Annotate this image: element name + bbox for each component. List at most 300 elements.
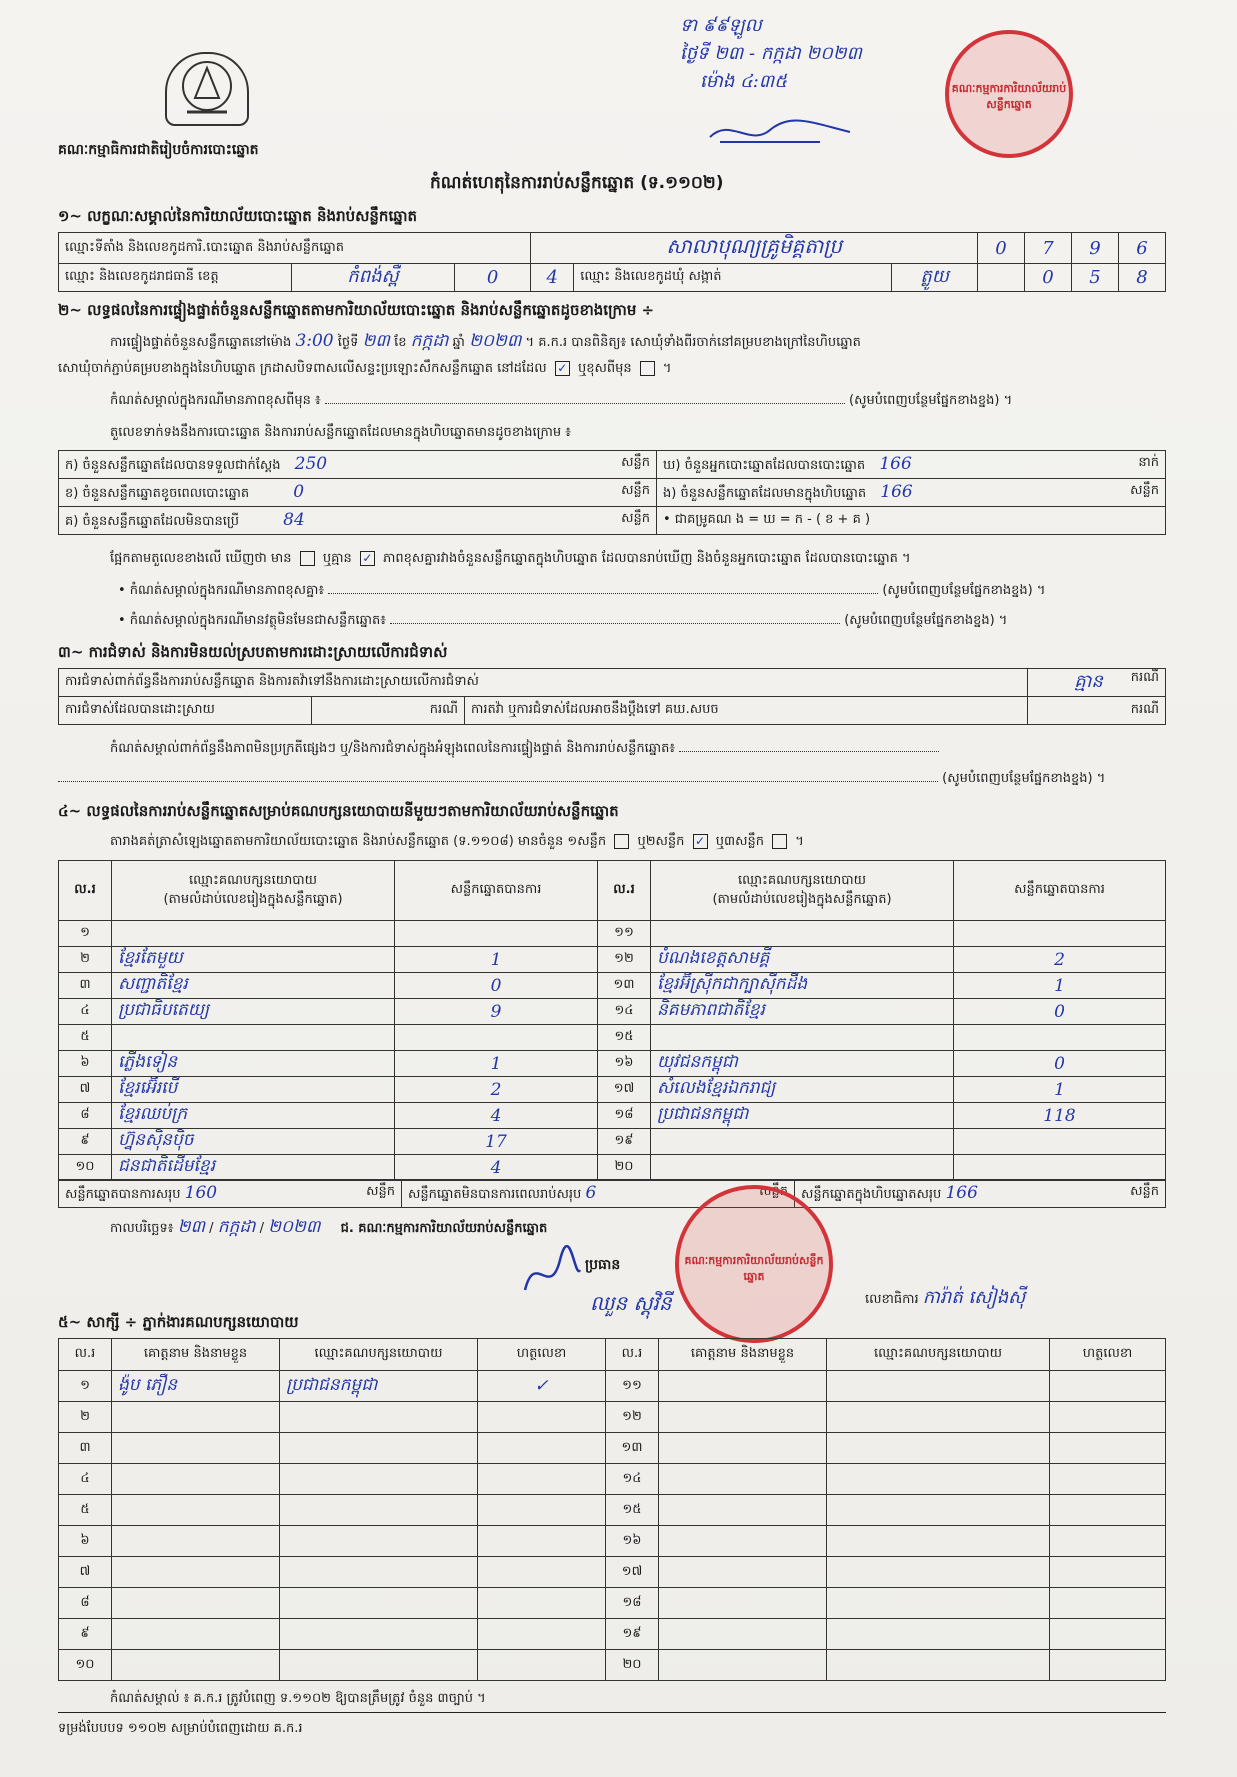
row-number: ៤ — [59, 999, 112, 1025]
witness-signature — [478, 1495, 606, 1526]
s2-item-a — [59, 451, 657, 479]
witness-signature — [478, 1433, 606, 1464]
row-number: ១៧ — [606, 1557, 659, 1588]
party-votes: 1 — [395, 1051, 598, 1077]
s5-h-no-left: ល.រ — [59, 1339, 112, 1371]
secretary-name: ការ៉ាត់ សៀងស៊ី — [922, 1287, 1026, 1308]
chair-label: ប្រធាន — [585, 1257, 621, 1273]
party-votes — [954, 1129, 1166, 1155]
footer-form-id: ទម្រង់បែបបទ ១១០២ សម្រាប់បំពេញដោយ គ.ក.រ — [58, 1721, 303, 1736]
witness-party — [827, 1650, 1050, 1681]
s2-no-diff-checkbox[interactable]: ✓ — [360, 551, 375, 566]
row-number: ១ — [59, 1371, 112, 1402]
row-number: ២០ — [598, 1155, 651, 1181]
s5-h-party-right: ឈ្មោះគណបក្សនយោបាយ — [827, 1339, 1050, 1371]
row-number: ៧ — [59, 1077, 112, 1103]
s4-total-invalid-label: សន្លឹកឆ្នោតមិនបានការពេលរាប់សរុប — [408, 1186, 582, 1202]
s1-row2-label: ឈ្មោះ និងលេខកូដរាជធានី ខេត្ត — [59, 264, 292, 292]
party-votes: 9 — [395, 999, 598, 1025]
witness-name — [112, 1588, 280, 1619]
witness-name — [659, 1526, 827, 1557]
s2-p2end: ។ — [662, 361, 672, 376]
s2-p2: សោឃុំចាក់ភ្ជាប់គម្របខាងក្នុងនៃហិបឆ្នោត ក្រដាសបិទពាសលើសន្ទះប្រឡោះសឹកសន្លឹកឆ្នោត នៅដដែល — [58, 361, 547, 376]
s4-body — [59, 921, 1166, 1181]
row-number: ២ — [59, 947, 112, 973]
witness-name — [112, 1433, 280, 1464]
note-line-3: ម៉ោង ៤:៣៥ — [700, 71, 787, 92]
s2-compare — [110, 550, 911, 569]
s3-row2-unit: ករណី — [312, 697, 465, 725]
s3-note-line2 — [58, 770, 1105, 789]
s4-h-party-left-1: ឈ្មោះគណបក្សនយោបាយ — [189, 872, 317, 888]
party-name: ខ្មែរអ៊ើរបើ — [112, 1077, 395, 1103]
s1-code-3: 6 — [1119, 233, 1166, 264]
witness-row — [59, 1619, 1166, 1650]
s2-item-a-label: ក) ចំនួនសន្លឹកឆ្នោតដែលបានទទួលជាក់ស្តែង — [65, 457, 281, 473]
witness-row — [59, 1526, 1166, 1557]
section2-para1 — [110, 330, 861, 355]
s1-commune-code-2: 8 — [1119, 264, 1166, 292]
row-number: ១៤ — [598, 999, 651, 1025]
s4-total-invalid-value: 6 — [585, 1182, 597, 1203]
section5-witness-table — [58, 1338, 1166, 1681]
s1-commune-label: ឈ្មោះ និងលេខកូដឃុំ សង្កាត់ — [574, 264, 892, 292]
party-votes: 1 — [395, 947, 598, 973]
party-name: ខ្មែរឈប់ក្រ — [112, 1103, 395, 1129]
row-number: ១៩ — [598, 1129, 651, 1155]
witness-row — [59, 1371, 1166, 1402]
s4-total-valid-value: 160 — [184, 1182, 218, 1203]
witness-signature — [478, 1650, 606, 1681]
witness-party — [827, 1371, 1050, 1402]
party-result-row — [59, 1155, 1166, 1181]
witness-name — [659, 1371, 827, 1402]
s2-bullet1-dots — [328, 593, 878, 594]
witness-signature — [478, 1588, 606, 1619]
s4-total-invalid-unit: សន្លឹក — [759, 1183, 788, 1199]
party-result-row — [59, 1103, 1166, 1129]
s1-code-2: 9 — [1072, 233, 1119, 264]
witness-signature — [1050, 1371, 1166, 1402]
s2-item-b-unit: សន្លឹក — [621, 482, 650, 498]
s4-h-party-right — [651, 861, 954, 921]
form-title: កំណត់ហេតុនៃការរាប់សន្លឹកឆ្នោត (ទ.១១០២) — [430, 173, 724, 193]
witness-name — [659, 1588, 827, 1619]
witness-name — [659, 1402, 827, 1433]
party-name: សញ្ជាតិខ្មែរ — [112, 973, 395, 999]
s2-note-dots — [325, 403, 845, 404]
s2-note-hint: (សូមបំពេញបន្ថែមផ្នែកខាងខ្នង) ។ — [849, 393, 1013, 408]
row-number: ១៩ — [606, 1619, 659, 1650]
s3-note-dots2 — [58, 781, 938, 782]
nec-logo-icon — [165, 52, 249, 126]
party-result-row — [59, 999, 1166, 1025]
party-name: ខ្មែរអ៊ីស្រ៊ីកជាក្បាស៊ីកដឹង — [651, 973, 954, 999]
s2-note-line — [110, 392, 1170, 411]
row-number: ៩ — [59, 1129, 112, 1155]
section5-title: ៥~ សាក្សី ÷ ភ្នាក់ងារគណបក្សនយោបាយ — [58, 1313, 299, 1331]
row-number: ១៧ — [598, 1077, 651, 1103]
row-number: ១៨ — [598, 1103, 651, 1129]
s2-note-label: កំណត់សម្គាល់ក្នុងករណីមានភាពខុសពីមុន ៖ — [110, 393, 321, 408]
s2-intro: តួលេខទាក់ទងនឹងការបោះឆ្នោត និងការរាប់សន្លឹកឆ្នោតដែលមានក្នុងហិបឆ្នោតមានដូចខាងក្រោម ៖ — [110, 425, 571, 440]
s2-item-d-value: 166 — [879, 453, 912, 474]
witness-party — [827, 1619, 1050, 1650]
s2-bullet2 — [118, 612, 1007, 631]
witness-row — [59, 1464, 1166, 1495]
section2-para2 — [58, 360, 671, 379]
s3-note-hint: (សូមបំពេញបន្ថែមផ្នែកខាងខ្នង) ។ — [942, 771, 1106, 786]
section3-title: ៣~ ការជំទាស់ និងការមិនយល់ស្របតាមការដោះស្រាយលើការជំទាស់ — [58, 643, 448, 661]
witness-row — [59, 1495, 1166, 1526]
party-votes: 0 — [954, 1051, 1166, 1077]
stamp-text-top: គណៈកម្មការការិយាល័យរាប់សន្លឹកឆ្នោត — [951, 82, 1067, 111]
party-result-row — [59, 1051, 1166, 1077]
row-number: ១៣ — [598, 973, 651, 999]
witness-signature — [1050, 1402, 1166, 1433]
party-votes: 4 — [395, 1103, 598, 1129]
witness-name — [659, 1650, 827, 1681]
row-number: ១០ — [59, 1650, 112, 1681]
party-votes: 2 — [395, 1077, 598, 1103]
witness-name — [659, 1619, 827, 1650]
party-result-row — [59, 947, 1166, 973]
row-number: ៦ — [59, 1526, 112, 1557]
party-votes: 4 — [395, 1155, 598, 1181]
s4-h-party-left — [112, 861, 395, 921]
section3-table — [58, 668, 1166, 725]
s2-day: ២៣ — [362, 331, 390, 351]
s2-p1b: ថ្ងៃទី — [337, 335, 359, 350]
party-name: ជនជាតិដើមខ្មែរ — [112, 1155, 395, 1181]
s4-intro-b: ឬ២សន្លឹក — [637, 834, 685, 849]
witness-name — [112, 1557, 280, 1588]
row-number: ៥ — [59, 1025, 112, 1051]
s4-three-sheet-checkbox[interactable] — [772, 834, 787, 849]
s4-h-no-left: ល.រ — [59, 861, 112, 921]
s4-one-sheet-checkbox[interactable] — [614, 834, 629, 849]
row-number: ៦ — [59, 1051, 112, 1077]
chair-name: ឈួន ស្តុវិនី — [590, 1291, 672, 1315]
s4-total-valid — [59, 1180, 402, 1208]
s2-item-d-unit: នាក់ — [1138, 454, 1159, 470]
s4-date-label: កាលបរិច្ឆេទ៖ — [110, 1221, 174, 1236]
s4-date-day: ២៣ — [177, 1217, 206, 1237]
s5-h-name-right: គោត្តនាម និងនាមខ្លួន — [659, 1339, 827, 1371]
s2-compare-b: ឬគ្មាន — [322, 551, 352, 566]
witness-signature — [1050, 1650, 1166, 1681]
s2-has-diff-checkbox[interactable] — [300, 551, 315, 566]
s4-date-month: កក្កដា — [217, 1217, 256, 1237]
chair-signature — [515, 1240, 585, 1314]
witness-signature — [1050, 1557, 1166, 1588]
row-number: ១៦ — [598, 1051, 651, 1077]
s2-month: កក្កដា — [410, 331, 449, 351]
s4-total-box — [795, 1180, 1166, 1208]
s4-total-box-value: 166 — [945, 1182, 978, 1203]
row-number: ១៦ — [606, 1526, 659, 1557]
party-name: ខ្មែរតែមួយ — [112, 947, 395, 973]
witness-signature — [478, 1557, 606, 1588]
footer-divider — [58, 1712, 1166, 1713]
witness-party — [827, 1526, 1050, 1557]
s2-p2b: ឬខុសពីមុន — [577, 361, 632, 376]
witness-party — [280, 1557, 478, 1588]
s2-item-e-label: ង) ចំនួនសន្លឹកឆ្នោតដែលមានក្នុងហិបឆ្នោត — [663, 485, 867, 501]
s4-intro — [110, 833, 804, 852]
s4-date-line: កាលបរិច្ឆេទ៖ ២៣ / កក្កដា / ២០២៣ ជ. គណៈកម្មការការិយាល័យរាប់សន្លឹកឆ្នោត — [110, 1217, 548, 1237]
s2-item-c — [59, 507, 657, 535]
witness-party — [827, 1402, 1050, 1433]
s4-total-valid-unit: សន្លឹក — [366, 1183, 395, 1199]
s2-bullet1-hint: (សូមបំពេញបន្ថែមផ្នែកខាងខ្នង) ។ — [882, 583, 1046, 598]
s3-row2-mid: ការតវ៉ា ឬការជំទាស់ដែលអាចនឹងប្តឹងទៅ គឃ.សបច — [465, 697, 1028, 725]
s1-province-code-1: 4 — [531, 264, 574, 292]
party-votes: 2 — [954, 947, 1166, 973]
party-votes — [954, 1155, 1166, 1181]
party-result-row — [59, 1129, 1166, 1155]
s3-row1-value: គ្មាន — [1074, 671, 1103, 692]
section4-results-table — [58, 860, 1166, 1181]
witness-party — [827, 1495, 1050, 1526]
s4-date-year: ២០២៣ — [268, 1217, 321, 1237]
section2-title: ២~ លទ្ធផលនៃការផ្ទៀងផ្ទាត់ចំនួនសន្លឹកឆ្នោតតាមការិយាល័យបោះឆ្នោត និងរាប់សន្លឹកឆ្នោតដូចខាងក្រោម ÷ — [58, 301, 655, 319]
party-votes: 1 — [954, 973, 1166, 999]
s2-item-e-value: 166 — [880, 481, 913, 502]
note-line-1: ទា ៩៩ឡូល — [680, 15, 762, 36]
s5-h-sign-right: ហត្ថលេខា — [1050, 1339, 1166, 1371]
party-name: ប្រជាជនកម្ពុជា — [651, 1103, 954, 1129]
s4-two-sheet-checkbox[interactable]: ✓ — [693, 834, 708, 849]
witness-row — [59, 1650, 1166, 1681]
row-number: ៨ — [59, 1588, 112, 1619]
s1-code-1: 7 — [1025, 233, 1072, 264]
s2-bullet1 — [118, 582, 1045, 601]
party-name — [112, 1025, 395, 1051]
s4-total-box-label: សន្លឹកឆ្នោតក្នុងហិបឆ្នោតសរុប — [801, 1186, 942, 1202]
witness-signature — [478, 1619, 606, 1650]
row-number: ២ — [59, 1402, 112, 1433]
row-number: ១៤ — [606, 1464, 659, 1495]
party-votes — [954, 1025, 1166, 1051]
stamp-text-bottom: គណៈកម្មការការិយាល័យរាប់សន្លឹកឆ្នោត — [684, 1254, 824, 1283]
s2-bullet1-label: • កំណត់សម្គាល់ក្នុងករណីមានភាពខុសគ្នា៖ — [118, 583, 325, 598]
row-number: ១២ — [598, 947, 651, 973]
s4-intro-end: ។ — [795, 834, 804, 849]
s1-code-0: 0 — [978, 233, 1025, 264]
witness-party — [280, 1433, 478, 1464]
row-number: ៥ — [59, 1495, 112, 1526]
s1-row1-label: ឈ្មោះទីតាំង និងលេខកូដការិ.បោះឆ្នោត និងរាប់សន្លឹកឆ្នោត — [59, 233, 531, 264]
party-votes: 118 — [954, 1103, 1166, 1129]
s2-different-checkbox[interactable] — [640, 361, 655, 376]
s5-h-name-left: គោត្តនាម និងនាមខ្លួន — [112, 1339, 280, 1371]
witness-party — [280, 1650, 478, 1681]
row-number: ១៥ — [598, 1025, 651, 1051]
witness-row — [59, 1402, 1166, 1433]
party-votes — [954, 921, 1166, 947]
s3-note — [110, 740, 939, 759]
secretary-line — [865, 1285, 1025, 1312]
section1-table — [58, 232, 1166, 292]
witness-signature — [1050, 1526, 1166, 1557]
official-stamp-bottom — [675, 1185, 833, 1343]
witness-signature — [478, 1526, 606, 1557]
witness-name: ង៉ូប ភឿន — [112, 1371, 280, 1402]
witness-name — [112, 1650, 280, 1681]
s2-p1a: ការផ្ទៀងផ្ទាត់ចំនួនសន្លឹកឆ្នោតនៅម៉ោង — [110, 335, 292, 350]
s2-bullet2-hint: (សូមបំពេញបន្ថែមផ្នែកខាងខ្នង) ។ — [844, 613, 1008, 628]
s1-commune: ត្លូយ — [892, 264, 978, 292]
s3-row2-label: ការជំទាស់ដែលបានដោះស្រាយ — [59, 697, 312, 725]
s1-commune-code-0: 0 — [1025, 264, 1072, 292]
s2-bullet2-dots — [390, 623, 840, 624]
section1-title: ១~ លក្ខណៈសម្គាល់នៃការិយាល័យបោះឆ្នោត និងរាប់សន្លឹកឆ្នោត — [58, 207, 418, 225]
witness-signature — [1050, 1588, 1166, 1619]
row-number: ១ — [59, 921, 112, 947]
row-number: ៨ — [59, 1103, 112, 1129]
row-number: ៩ — [59, 1619, 112, 1650]
s4-committee-sign: ជ. គណៈកម្មការការិយាល័យរាប់សន្លឹកឆ្នោត — [340, 1221, 548, 1236]
row-number: ១០ — [59, 1155, 112, 1181]
committee-name: គណៈកម្មាធិការជាតិរៀបចំការបោះឆ្នោត — [58, 142, 259, 158]
party-result-row — [59, 1025, 1166, 1051]
party-name: ហ្វ៊ុនស៊ិនប៉ិច — [112, 1129, 395, 1155]
witness-name — [659, 1433, 827, 1464]
witness-party — [280, 1619, 478, 1650]
s2-time: 3:00 — [295, 331, 334, 351]
witness-party — [827, 1557, 1050, 1588]
row-number: ២០ — [606, 1650, 659, 1681]
witness-name — [112, 1495, 280, 1526]
row-number: ៣ — [59, 973, 112, 999]
s2-year: ២០២៣ — [469, 331, 522, 351]
witness-party — [280, 1588, 478, 1619]
witness-signature — [1050, 1495, 1166, 1526]
row-number: ៣ — [59, 1433, 112, 1464]
s2-item-c-label: គ) ចំនួនសន្លឹកឆ្នោតដែលមិនបានប្រើ — [65, 513, 239, 529]
party-name — [651, 921, 954, 947]
section4-title: ៤~ លទ្ធផលនៃការរាប់សន្លឹកឆ្នោតសម្រាប់គណបក្សនយោបាយនីមួយៗតាមការិយាល័យរាប់សន្លឹកឆ្នោត — [58, 802, 619, 820]
s4-h-votes-right: សន្លឹកឆ្នោតបានការ — [954, 861, 1166, 921]
s2-item-e-unit: សន្លឹក — [1130, 482, 1159, 498]
section2-counts-table — [58, 450, 1166, 535]
witness-party — [827, 1588, 1050, 1619]
handwritten-note — [680, 12, 862, 96]
witness-row — [59, 1557, 1166, 1588]
witness-signature — [478, 1464, 606, 1495]
witness-signature — [1050, 1433, 1166, 1464]
s2-p1c: ខែ — [394, 335, 407, 350]
s3-row1-unit: ករណី — [1130, 670, 1159, 685]
witness-party — [280, 1402, 478, 1433]
witness-name — [659, 1557, 827, 1588]
s2-compare-c: ភាពខុសគ្នារវាងចំនួនសន្លឹកឆ្នោតក្នុងហិបឆ្នោត ដែលបានរាប់ឃើញ និងចំនួនអ្នកបោះឆ្នោត ដែលបានបោះឆ្នោត ។ — [383, 551, 911, 566]
s5-h-party-left: ឈ្មោះគណបក្សនយោបាយ — [280, 1339, 478, 1371]
party-name: បំណងខេត្តសាមគ្គី — [651, 947, 954, 973]
party-votes — [395, 1025, 598, 1051]
party-name: ប្រជាធិបតេយ្យ — [112, 999, 395, 1025]
s4-total-box-unit: សន្លឹក — [1130, 1183, 1159, 1199]
row-number: ១២ — [606, 1402, 659, 1433]
secretary-label: លេខាធិការ — [865, 1292, 919, 1307]
party-votes: 0 — [395, 973, 598, 999]
witness-row — [59, 1588, 1166, 1619]
witness-name — [112, 1526, 280, 1557]
witness-name — [659, 1495, 827, 1526]
party-votes: 1 — [954, 1077, 1166, 1103]
s5-h-sign-left: ហត្ថលេខា — [478, 1339, 606, 1371]
s2-item-a-unit: សន្លឹក — [621, 454, 650, 470]
s1-commune-code-1: 5 — [1072, 264, 1119, 292]
witness-name — [112, 1402, 280, 1433]
witness-signature — [1050, 1464, 1166, 1495]
party-name — [651, 1129, 954, 1155]
party-result-row — [59, 921, 1166, 947]
party-result-row — [59, 1077, 1166, 1103]
s2-p1d: ឆ្នាំ — [452, 335, 465, 350]
s1-commune-code-blank — [978, 264, 1025, 292]
row-number: ៤ — [59, 1464, 112, 1495]
party-name: សំលេងខ្មែរឯករាជ្យ — [651, 1077, 954, 1103]
witness-signature — [478, 1402, 606, 1433]
s4-intro-a: តារាងគត់ត្រាសំឡេងឆ្នោតតាមការិយាល័យបោះឆ្នោត និងរាប់សន្លឹកឆ្នោត (ទ.១១០៨) មានចំនួន ១សន្លឹក — [110, 834, 607, 849]
party-votes: 17 — [395, 1129, 598, 1155]
witness-signature: ✓ — [478, 1371, 606, 1402]
row-number: ១៣ — [606, 1433, 659, 1464]
row-number: ១៨ — [606, 1588, 659, 1619]
s3-note-dots — [679, 751, 939, 752]
party-name — [651, 1155, 954, 1181]
s2-item-b-value: 0 — [293, 481, 305, 502]
witness-signature — [1050, 1619, 1166, 1650]
s2-item-b — [59, 479, 657, 507]
s4-intro-c: ឬ៣សន្លឹក — [715, 834, 764, 849]
party-votes — [395, 921, 598, 947]
s2-compare-a: ផ្អែកតាមតួលេខខាងលើ ឃើញថា មាន — [110, 551, 292, 566]
s1-province: កំពង់ស្ពឺ — [292, 264, 455, 292]
witness-party — [827, 1464, 1050, 1495]
s4-h-party-right-1: ឈ្មោះគណបក្សនយោបាយ — [738, 872, 866, 888]
row-number: ១៥ — [606, 1495, 659, 1526]
s2-item-c-unit: សន្លឹក — [621, 510, 650, 526]
s3-row1-label: ការជំទាស់ពាក់ព័ន្ធនឹងការរាប់សន្លឹកឆ្នោត និងការតវ៉ាទៅនឹងការដោះស្រាយលើការជំទាស់ — [59, 669, 1028, 697]
official-stamp-top — [945, 30, 1073, 158]
s1-province-code-0: 0 — [455, 264, 531, 292]
section4-totals — [58, 1179, 1166, 1208]
party-name — [112, 921, 395, 947]
party-name: យុវជនកម្ពុជា — [651, 1051, 954, 1077]
s5-footer-note: កំណត់សម្គាល់ ៖ គ.ក.រ ត្រូវបំពេញ ទ.១១០២ ឱ្យបានត្រឹមត្រូវ ចំនួន ៣ច្បាប់ ។ — [110, 1691, 486, 1706]
s2-item-b-label: ខ) ចំនួនសន្លឹកឆ្នោតខូចពេលបោះឆ្នោត — [65, 485, 250, 501]
witness-party: ប្រជាជនកម្ពុជា — [280, 1371, 478, 1402]
witness-party — [827, 1433, 1050, 1464]
s2-item-d-label: ឃ) ចំនួនអ្នកបោះឆ្នោតដែលបានបោះឆ្នោត — [663, 457, 866, 473]
witness-name — [659, 1464, 827, 1495]
s3-row2-unit2: ករណី — [1028, 697, 1166, 725]
s4-h-party-right-2: (តាមលំដាប់លេខរៀងក្នុងសន្លឹកឆ្នោត) — [712, 891, 892, 907]
s2-item-e — [657, 479, 1166, 507]
s2-same-checkbox[interactable]: ✓ — [555, 361, 570, 376]
s2-item-d — [657, 451, 1166, 479]
s2-item-c-value: 84 — [283, 509, 305, 530]
party-votes: 0 — [954, 999, 1166, 1025]
row-number: ១១ — [606, 1371, 659, 1402]
row-number: ៧ — [59, 1557, 112, 1588]
witness-party — [280, 1526, 478, 1557]
s1-row1-value: សាលាបុណ្យគ្រូមិគ្គតាប្រ — [531, 233, 978, 264]
s5-body — [59, 1371, 1166, 1681]
